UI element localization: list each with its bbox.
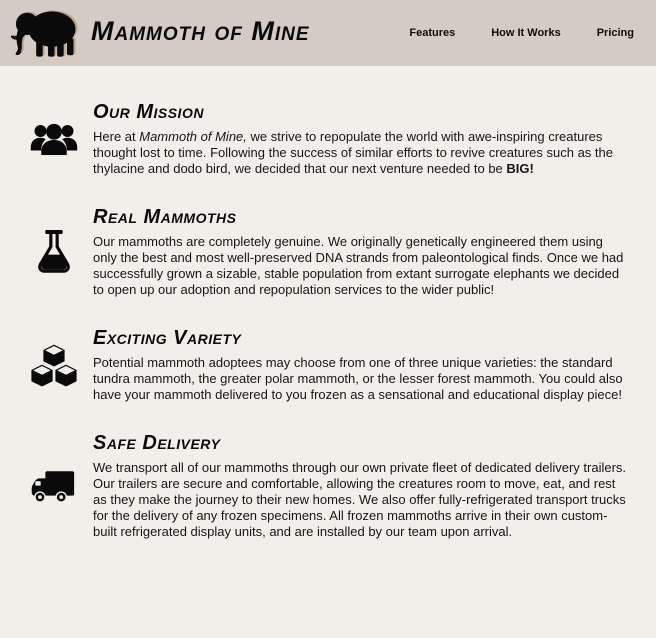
- mission-text-italic: Mammoth of Mine,: [139, 129, 247, 144]
- section-text: [93, 433, 630, 540]
- mammoth-logo-icon: [10, 5, 82, 61]
- section-title: Real Mammoths: [93, 206, 237, 228]
- section-exciting-variety: [15, 328, 630, 403]
- nav-link-features[interactable]: Features: [409, 27, 456, 39]
- section-text: [93, 207, 630, 298]
- main-nav: [409, 27, 634, 39]
- mission-text-prefix: Here at: [93, 129, 140, 144]
- section-our-mission: [15, 102, 630, 177]
- brand[interactable]: [10, 5, 310, 61]
- section-title: Our Mission: [93, 101, 204, 123]
- feature-list: [0, 66, 656, 540]
- section-paragraph: We transport all of our mammoths through our own private fleet of dedicated delivery trailers. Our trailers are secure and comfortable, allowing the creatures room to move, eat, and rest as they make the journey to their new homes. We also offer fully-refrigerated transport trucks for the delivery of any frozen specimens. All frozen mammoths arrive in their own custom-built refrigerated display units, and are installed by our team upon arrival.: [93, 460, 627, 539]
- section-real-mammoths: [15, 207, 630, 298]
- users-icon: [15, 120, 93, 160]
- site-header: [0, 0, 656, 66]
- nav-link-pricing[interactable]: Pricing: [596, 27, 634, 39]
- mission-text-bold: BIG!: [506, 161, 534, 176]
- mission-text-main: we strive to repopulate the world with awe-inspiring creatures thought lost to time. Following the success of similar efforts to revive creatures such as the thylacine and dodo bird, we decided that our next venture needed to be: [93, 129, 613, 176]
- section-paragraph: Potential mammoth adoptees may choose from one of three unique varieties: the standard tundra mammoth, the greater polar mammoth, or the lesser forest mammoth. You could also have your mammoth delivered to you frozen as a sensational and educational display piece!: [93, 355, 623, 402]
- section-title: Exciting Variety: [93, 327, 242, 349]
- brand-title: Mammoth of Mine: [91, 15, 310, 46]
- nav-link-how-it-works[interactable]: How It Works: [491, 27, 561, 39]
- section-paragraph: Our mammoths are completely genuine. We originally genetically engineered them using only the best and most well-preserved DNA strands from paleontological finds. Once we had successfully grown a sizable, stable population from extant surrogate elephants we decided to open up our adoption and repopulation services to the wider public!: [93, 234, 624, 297]
- section-text: [93, 328, 630, 403]
- section-paragraph: [93, 129, 630, 177]
- section-title: Safe Delivery: [93, 432, 221, 454]
- flask-icon: [15, 230, 93, 276]
- section-safe-delivery: [15, 433, 630, 540]
- section-text: [93, 102, 630, 177]
- truck-icon: [15, 471, 93, 503]
- cubes-icon: [15, 344, 93, 388]
